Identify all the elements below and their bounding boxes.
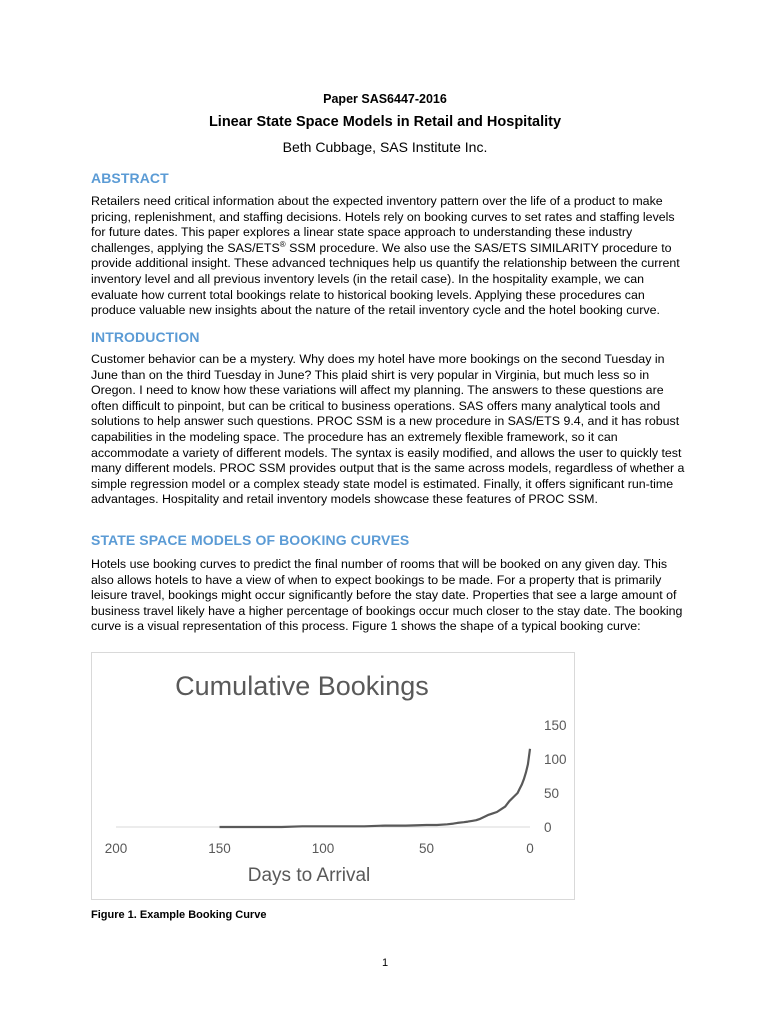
introduction-heading: INTRODUCTION bbox=[91, 329, 200, 345]
x-tick-label: 100 bbox=[311, 841, 335, 856]
booking-curves-heading: STATE SPACE MODELS OF BOOKING CURVES bbox=[91, 532, 410, 548]
y-tick-label: 50 bbox=[544, 786, 560, 801]
paper-id: Paper SAS6447-2016 bbox=[323, 92, 447, 106]
x-tick-label: 200 bbox=[104, 841, 128, 856]
paper-title: Linear State Space Models in Retail and Hospitality bbox=[208, 114, 562, 130]
y-tick-label: 0 bbox=[544, 820, 552, 835]
figure-1-chart bbox=[91, 652, 575, 900]
abstract-text bbox=[91, 194, 689, 319]
page-number: 1 bbox=[381, 957, 389, 969]
booking-curve-chart bbox=[92, 653, 576, 901]
abstract-heading: ABSTRACT bbox=[91, 170, 169, 186]
cumulative-bookings-line bbox=[220, 749, 531, 827]
booking-curves-text: Hotels use booking curves to predict the final number of rooms that will be booked on any given day. This also allows hotels to have a view of when to expect bookings to be made. For a property that is primarily leisure travel, bookings might occur significantly before the stay date. Properties that see a large amount of business travel likely have a higher percentage of bookings occur much closer to the stay date. The booking curve is a visual representation of this process. Figure 1 shows the shape of a typical booking curve: bbox=[91, 557, 683, 634]
x-tick-label: 0 bbox=[526, 841, 534, 856]
y-tick-label: 150 bbox=[544, 718, 567, 733]
x-tick-label: 50 bbox=[418, 841, 435, 856]
registered-mark: ® bbox=[279, 239, 286, 249]
x-axis-label: Days to Arrival bbox=[247, 865, 371, 886]
abstract-text-part-a: Retailers need critical information about the expected inventory pattern over the life of a product to make pricing, replenishment, and staffing decisions. Hotels rely on booking curves to set rates and staffing levels for future dates. This paper explores a linear state space approach to understanding these industry challenges, applying the SAS/ETS bbox=[91, 194, 675, 255]
paper-author: Beth Cubbage, SAS Institute Inc. bbox=[282, 139, 488, 155]
abstract-text-part-b: SSM procedure. We also use the SAS/ETS SIMILARITY procedure to provide additional insight. These advanced techniques help us quantify the relationship between the current inventory level and all previous inventory levels (in the retail case). In the hospitality example, we can evaluate how current total bookings relate to historical booking levels. Applying these procedures can produce valuable new insights about the nature of the retail inventory cycle and the hotel booking curve. bbox=[91, 240, 680, 318]
x-tick-label: 150 bbox=[208, 841, 231, 856]
figure-caption: Figure 1. Example Booking Curve bbox=[91, 909, 267, 921]
introduction-text: Customer behavior can be a mystery. Why does my hotel have more bookings on the second Tuesday in June than on the third Tuesday in June? This plaid shirt is very popular in Virginia, but much less so in Oregon. I need to know how these variations will affect my planning. The answers to these questions are often difficult to pinpoint, but can be critical to business operations. SAS offers many analytical tools and solutions to help answer such questions. PROC SSM is a new procedure in SAS/ETS 9.4, and it has robust capabilities in the modeling space. The procedure has an extremely flexible framework, so it can accommodate a variety of different models. The syntax is easily modified, and allows the user to quickly test many different models. PROC SSM provides output that is the same across models, regardless of whether a simple regression model or a complex steady state model is estimated. Finally, it offers significant run-time advantages. Hospitality and retail inventory models showcase these features of PROC SSM. bbox=[91, 352, 685, 507]
chart-title: Cumulative Bookings bbox=[175, 671, 429, 701]
y-tick-label: 100 bbox=[544, 752, 567, 767]
